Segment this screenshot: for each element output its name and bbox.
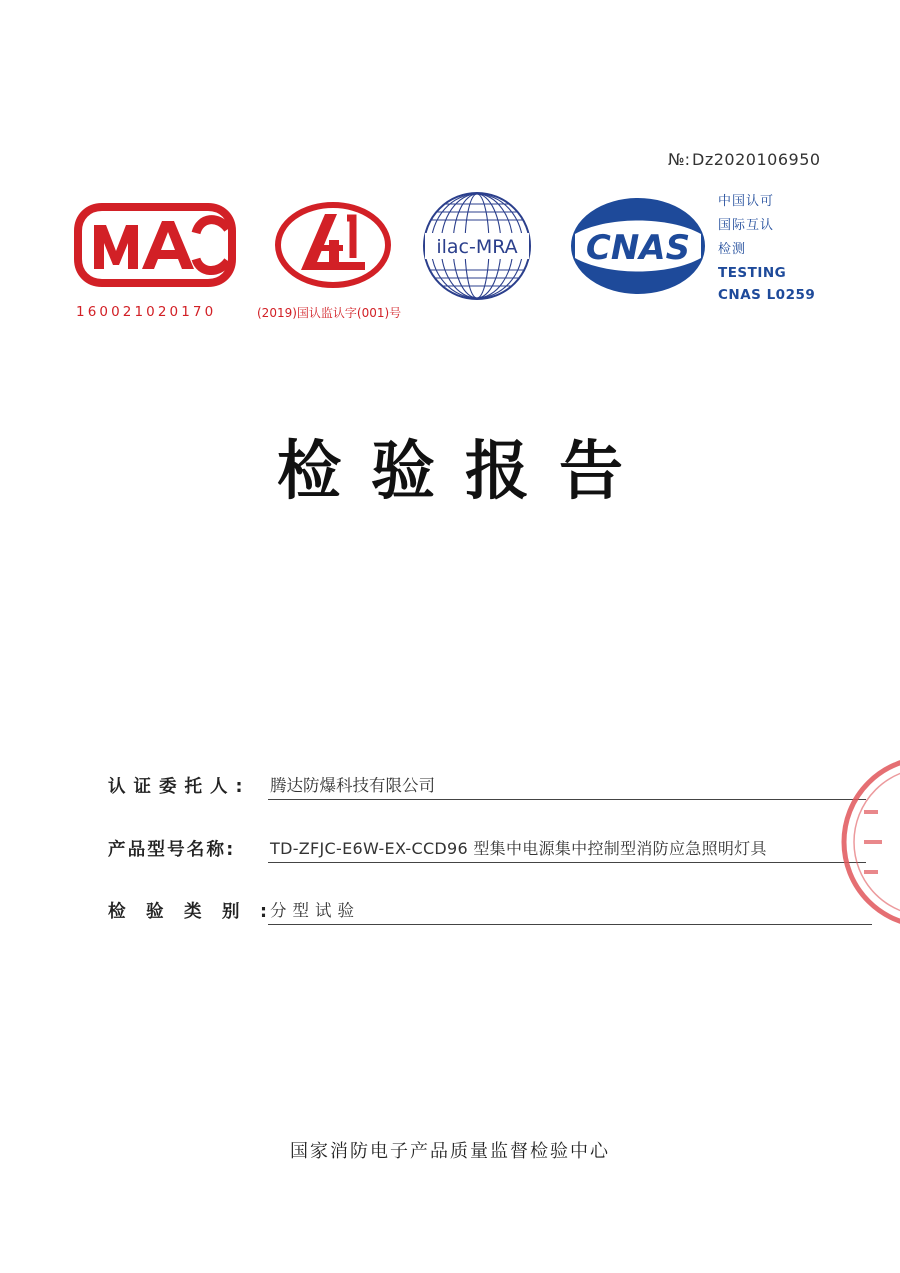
client-field (108, 766, 868, 800)
cnas-logo-icon (567, 196, 709, 296)
issuing-organization: 国家消防电子产品质量监督检验中心 (290, 1141, 610, 1162)
cnas-accreditation-info (718, 190, 815, 306)
product-value: TD-ZFJC-E6W-EX-CCD96 型集中电源集中控制型消防应急照明灯具 (270, 839, 767, 858)
page-title: 检验报告 (277, 435, 653, 509)
inspection-type-underline (268, 924, 872, 925)
product-label: 产品型号名称: (108, 840, 236, 860)
report-number-value: Dz2020106950 (692, 150, 821, 169)
cma-logo-icon (72, 203, 238, 287)
cnas-info-line-3: 检测 (718, 242, 747, 257)
inspection-type-field (108, 891, 868, 925)
cnas-info-line-2: 国际互认 (718, 218, 775, 233)
cma-code: 160021020170 (76, 304, 217, 320)
inspection-type-value: 分型试验 (270, 901, 360, 920)
product-underline (268, 862, 866, 863)
report-number-label: №: (668, 150, 691, 169)
client-value: 腾达防爆科技有限公司 (270, 776, 435, 795)
cnas-lab-code: CNAS L0259 (718, 287, 816, 303)
cal-code: (2019)国认监认字(001)号 (257, 306, 402, 320)
official-seal-icon (838, 752, 900, 936)
ilac-mra-logo-icon (421, 190, 533, 302)
client-underline (268, 799, 866, 800)
cal-logo-icon (273, 200, 393, 290)
cnas-info-line-1: 中国认可 (718, 194, 775, 209)
product-field (108, 829, 868, 863)
ilac-logo-text: ilac-MRA (436, 236, 518, 258)
cnas-testing-label: TESTING (718, 265, 787, 281)
client-label: 认证委托人: (108, 777, 251, 797)
report-number (668, 150, 821, 169)
inspection-type-label: 检验类别: (108, 902, 288, 922)
cnas-logo-text: CNAS (585, 228, 691, 268)
